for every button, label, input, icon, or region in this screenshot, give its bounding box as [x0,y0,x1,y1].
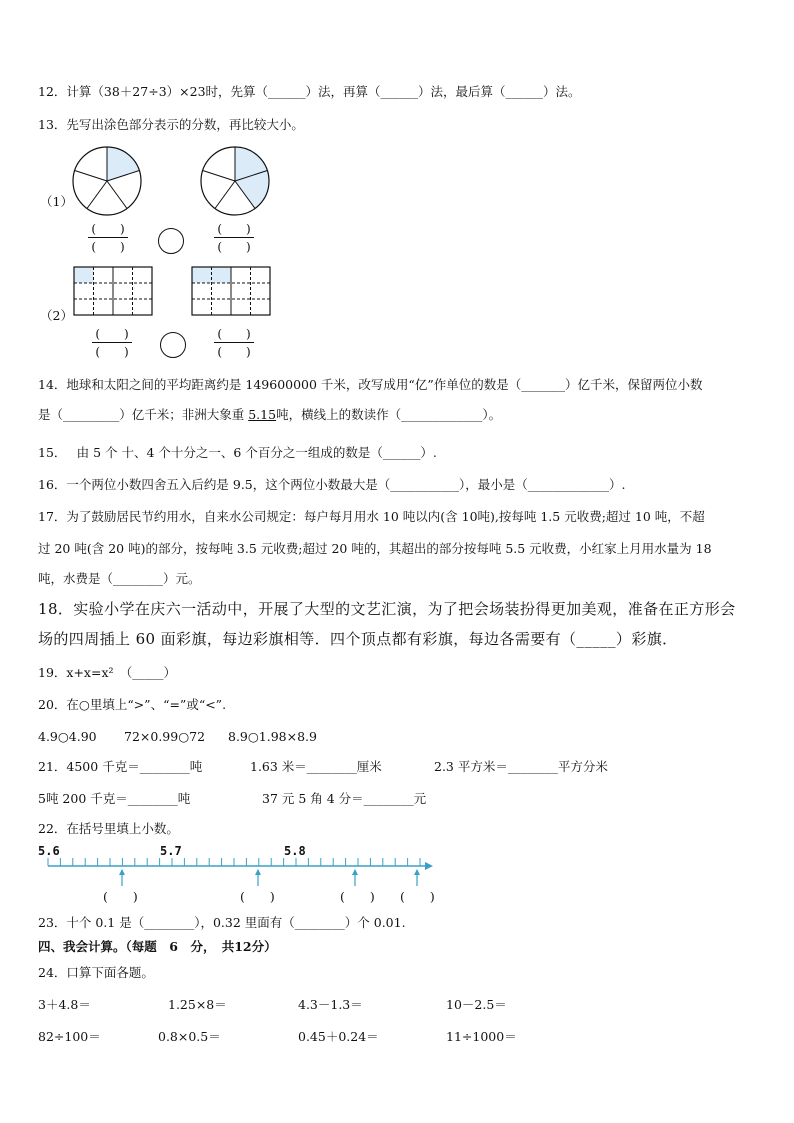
number-line-blank-1: ( ) [103,889,138,904]
pointer-arrow-head-4 [414,869,420,875]
question-20-text: 20．在○里填上“>”、“=”或“<”. [38,697,227,712]
question-17-line-3: 吨，水费是（________）元。 [38,571,201,586]
fraction-blank-3: ( ) ( ) [90,327,134,359]
number-line-blank-2: ( ) [240,889,275,904]
circle-fraction-2 [200,146,270,216]
question-18-line-1: 18．实验小学在庆六一活动中，开展了大型的文艺汇演，为了把会场装扮得更加美观，准备在正方形会 [38,600,736,618]
rect-fraction-1 [74,267,152,315]
q21-item-4: 5吨 200 千克＝________吨 [38,791,191,806]
section-4-heading: 四、我会计算。（每题 6 分， 共12分） [38,939,277,954]
question-14-line-1: 14．地球和太阳之间的平均距离约是 149600000 千米，改写成用“亿”作单位的数是（_______）亿千米，保留两位小数 [38,377,703,392]
q21-item-1: 21．4500 千克＝________吨 [38,759,203,774]
fraction-blank-4: ( ) ( ) [212,327,256,359]
tick-label-5-6: 5.6 [38,844,60,858]
q24-r1-4: 10－2.5＝ [446,997,507,1012]
q21-item-3: 2.3 平方米＝________平方分米 [434,759,608,774]
rect-fraction-2 [192,267,270,315]
number-line-blank-4: ( ) [400,889,435,904]
pointer-arrow-head-3 [352,869,358,875]
q24-r2-2: 0.8×0.5＝ [158,1029,221,1044]
question-15: 15． 由 5 个 十、4 个十分之一、6 个百分之一组成的数是（______）. [38,445,437,460]
fraction-blank-2: ( ) ( ) [212,222,256,254]
pointer-arrow-head-2 [255,869,261,875]
q24-r1-2: 1.25×8＝ [168,997,227,1012]
q24-r1-1: 3＋4.8＝ [38,997,91,1012]
number-line-blank-3: ( ) [340,889,375,904]
question-17-line-1: 17．为了鼓励居民节约用水，自来水公司规定：每户每月用水 10 吨以内(含 10吨),按每吨 1.5 元收费;超过 10 吨，不超 [38,509,705,524]
fraction-blank-1: ( ) ( ) [86,222,130,254]
q20-item-2: 72×0.99○72 [124,729,206,744]
q24-r2-1: 82÷100＝ [38,1029,101,1044]
question-14-line-2: 是（_________）亿千米；非洲大象重 5.15吨，横线上的数读作（_____________）。 [38,407,502,422]
question-19: 19．x+x=x² （_____） [38,665,177,680]
question-18-line-2: 场的四周插上 60 面彩旗，每边彩旗相等．四个顶点都有彩旗，每边各需要有（_____）彩旗． [38,630,678,648]
q21-item-5: 37 元 5 角 4 分＝________元 [262,791,427,806]
tick-label-5-8: 5.8 [284,844,306,858]
compare-circle-2 [160,332,186,358]
question-13-text: 13．先写出涂色部分表示的分数，再比较大小。 [38,117,304,132]
question-23: 23．十个 0.1 是（________），0.32 里面有（________）个 0.01. [38,915,406,930]
question-12: 12．计算（38＋27÷3）×23时，先算（______）法，再算（______）法，最后算（______）法。 [38,84,581,99]
question-16: 16．一个两位小数四舍五入后约是 9.5，这个两位小数最大是（___________），最小是（_____________）. [38,477,626,492]
q13-label-2: （2） [40,308,73,323]
pointer-arrow-head-1 [119,869,125,875]
question-22-text: 22．在括号里填上小数。 [38,821,179,836]
q20-item-3: 8.9○1.98×8.9 [228,729,317,744]
number-line-arrowhead [425,862,433,870]
q13-label-1: （1） [40,194,73,209]
q24-r1-3: 4.3－1.3＝ [298,997,363,1012]
tick-label-5-7: 5.7 [160,844,182,858]
circle-fraction-1 [72,146,142,216]
compare-circle-1 [158,228,184,254]
q24-r2-4: 11÷1000＝ [446,1029,517,1044]
question-17-line-2: 过 20 吨(含 20 吨)的部分，按每吨 3.5 元收费;超过 20 吨的，其超出的部分按每吨 5.5 元收费，小红家上月用水量为 18 [38,541,712,556]
question-24-text: 24．口算下面各题。 [38,965,154,980]
number-line [40,852,440,892]
q21-item-2: 1.63 米＝________厘米 [250,759,382,774]
q24-r2-3: 0.45＋0.24＝ [298,1029,379,1044]
q20-item-1: 4.9○4.90 [38,729,97,744]
